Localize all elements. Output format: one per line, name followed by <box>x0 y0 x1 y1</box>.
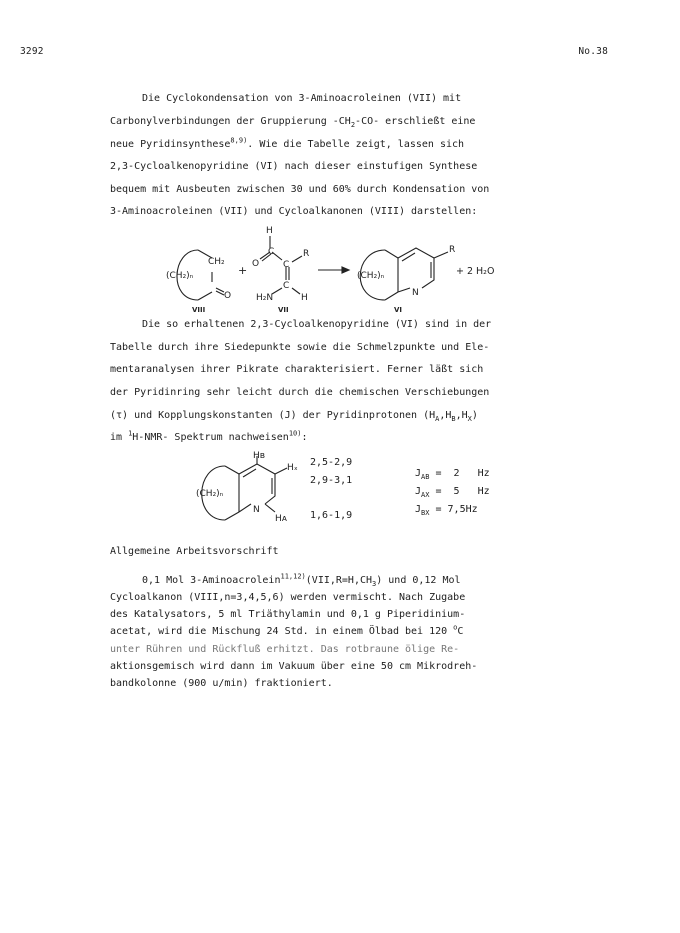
text-line: des Katalysators, 5 ml Triäthylamin und 0,1 g Piperidinium- <box>110 609 466 620</box>
text-line: mentaranalysen ihrer Pikrate charakterisiert. Ferner läßt sich <box>110 364 484 375</box>
reference-marker: 8,9) <box>230 136 248 145</box>
text-line: unter Rühren und Rückfluß erhitzt. Das rotbraune ölige Re- <box>110 644 460 655</box>
compound-label-viii: VIII <box>192 306 206 314</box>
text-line: Die so erhaltenen 2,3-Cycloalkenopyridine (VI) sind in der <box>142 319 492 330</box>
text-line: der Pyridinring sehr leicht durch die chemischen Verschiebungen <box>110 387 490 398</box>
r-label: R <box>303 249 310 259</box>
ring-label: (CH₂)ₙ <box>196 489 224 499</box>
text-line: Die Cyclokondensation von 3-Aminoacroleinen (VII) mit <box>142 93 462 104</box>
text-line: Tabelle durch ihre Siedepunkte sowie die Schmelzpunkte und Ele- <box>110 342 490 353</box>
nmr-pyridine-structure <box>195 450 315 530</box>
oxygen-label: O <box>224 291 232 301</box>
h-label: H <box>266 226 273 236</box>
text-line: 3-Aminoacroleinen (VII) und Cycloalkanonen (VIII) darstellen: <box>110 206 478 217</box>
text-line: 2,3-Cycloalkenopyridine (VI) nach dieser einstufigen Synthese <box>110 161 478 172</box>
carbon-label: C <box>283 281 290 291</box>
water-product-label: + 2 H₂O <box>456 266 495 277</box>
compound-label-vi: VI <box>394 306 403 314</box>
ch2-label: CH₂ <box>208 257 225 267</box>
text-line: bandkolonne (900 u/min) fraktioniert. <box>110 678 333 689</box>
shift-hb: 2,5-2,9 <box>310 457 353 468</box>
ring-label: (CH₂)ₙ <box>357 271 385 281</box>
shift-hx: 2,9-3,1 <box>310 475 353 486</box>
issue-number: No.38 <box>578 46 608 57</box>
text-line: (τ) und Kopplungskonstanten (J) der Pyridinprotonen $(H_A,H_B,H_X)$ <box>110 410 478 423</box>
h-label: H <box>301 293 308 303</box>
carbon-label: C <box>283 260 290 270</box>
section-heading: Allgemeine Arbeitsvorschrift <box>110 546 279 557</box>
r-label: R <box>449 245 456 255</box>
text-line: im $^1$H-NMR- Spektrum nachweisen$^{10)}$: <box>110 429 308 443</box>
proton-a-label: Hᴀ <box>275 514 288 524</box>
text-line: Carbonylverbindungen der Gruppierung $-CH_2-CO-$ erschließt eine <box>110 116 476 129</box>
ring-label: (CH₂)ₙ <box>166 271 194 281</box>
reaction-scheme <box>160 222 540 322</box>
aminoacrolein-structure <box>260 236 302 294</box>
nitrogen-label: N <box>253 505 260 515</box>
compound-label-vii: VII <box>278 306 289 314</box>
coupling-jax: $J_{AX} = 5$ Hz <box>415 486 490 499</box>
amine-label: H₂N <box>256 293 274 303</box>
oxygen-label: O <box>252 259 260 269</box>
shift-ha: 1,6-1,9 <box>310 510 353 521</box>
text-line: acetat, wird die Mischung 24 Std. in einem Ölbad bei 120 $^o$C <box>110 623 464 637</box>
nitrogen-label: N <box>412 288 419 298</box>
reference-marker: 10) <box>288 429 302 438</box>
text-line: neue Pyridinsynthese$^{8,9)}$. Wie die Tabelle zeigt, lassen sich <box>110 136 465 150</box>
text-line: Cycloalkanon (VIII,n=3,4,5,6) werden vermischt. Nach Zugabe <box>110 592 466 603</box>
proton-b-label: Hʙ <box>253 451 265 461</box>
carbon-label: C <box>268 247 275 257</box>
text-line: aktionsgemisch wird dann im Vakuum über eine 50 cm Mikrodreh- <box>110 661 478 672</box>
page-number: 3292 <box>20 46 44 57</box>
reaction-arrow <box>318 267 349 273</box>
text-line: bequem mit Ausbeuten zwischen 30 und 60% durch Kondensation von <box>110 184 490 195</box>
reference-marker: 11,12) <box>280 572 306 581</box>
coupling-jab: $J_{AB} = 2$ Hz <box>415 468 490 481</box>
text-line: 0,1 Mol $3-Aminoacrolein^{11,12)}(VII,R=H,CH_3)$ und 0,12 Mol <box>142 572 461 588</box>
proton-x-label: Hₓ <box>287 463 298 473</box>
coupling-jbx: $J_{BX} = 7,5Hz$ <box>415 504 478 517</box>
plus-sign: + <box>238 264 248 277</box>
